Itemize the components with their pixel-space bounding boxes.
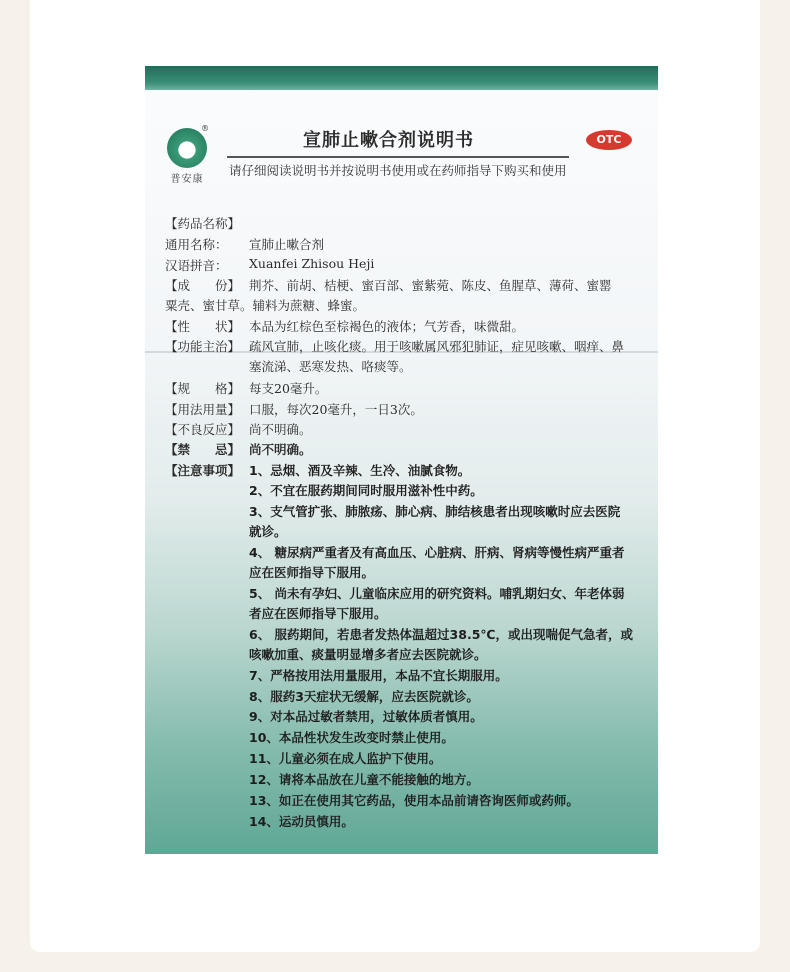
note-item: 3、支气管扩张、肺脓疡、肺心病、肺结核患者出现咳嗽时应去医院 [249,504,621,519]
note-item: 1、忌烟、酒及辛辣、生冷、油腻食物。 [249,463,471,478]
appearance-label: 【性 状】 [165,319,241,334]
note-item: 14、运动员慎用。 [249,814,354,829]
logo-emblem-icon [167,124,209,168]
instruction-leaflet [145,66,658,854]
usage-value: 口服，每次20毫升，一日3次。 [249,402,423,417]
top-band [145,66,658,90]
document-subtitle: 请仔细阅读说明书并按说明书使用或在药师指导下购买和使用 [229,163,567,178]
ingredients-line-2: 粟壳、蜜甘草。辅料为蔗糖、蜂蜜。 [165,298,366,313]
adverse-label: 【不良反应】 [165,422,241,437]
generic-name-label: 通用名称： [165,237,228,252]
indication-line-2: 塞流涕、恶寒发热、咯痰等。 [249,359,412,374]
note-item: 8、服药3天症状无缓解，应去医院就诊。 [249,689,479,704]
note-item: 10、本品性状发生改变时禁止使用。 [249,730,454,745]
title-underline [227,156,569,158]
otc-badge: OTC [586,130,632,150]
generic-name-value: 宣肺止嗽合剂 [249,237,325,252]
indication-label: 【功能主治】 [165,339,241,354]
registered-mark: ® [201,124,209,133]
pinyin-label: 汉语拼音： [165,258,228,273]
note-item: 者应在医师指导下服用。 [249,606,387,621]
note-item: 6、 服药期间，若患者发热体温超过38.5℃，或出现喘促气急者，或 [249,627,634,642]
indication-line-1: 疏风宣肺，止咳化痰。用于咳嗽属风邪犯肺证，症见咳嗽、咽痒、鼻 [249,339,625,354]
appearance-value: 本品为红棕色至棕褐色的液体；气芳香，味微甜。 [249,319,525,334]
contraindication-value: 尚不明确。 [249,442,312,457]
adverse-value: 尚不明确。 [249,422,312,437]
brand-logo [163,124,211,186]
pinyin-value: Xuanfei Zhisou Heji [249,256,375,271]
note-item: 12、请将本品放在儿童不能接触的地方。 [249,772,479,787]
note-item: 咳嗽加重、痰量明显增多者应去医院就诊。 [249,647,487,662]
ingredients-line-1: 荆芥、前胡、桔梗、蜜百部、蜜紫菀、陈皮、鱼腥草、薄荷、蜜罂 [249,278,612,293]
notes-label: 【注意事项】 [165,463,241,478]
usage-label: 【用法用量】 [165,402,241,417]
brand-name: 普安康 [170,174,204,185]
document-title: 宣肺止嗽合剂说明书 [303,130,474,151]
note-item: 就诊。 [249,524,287,539]
note-item: 应在医师指导下服用。 [249,565,375,580]
note-item: 5、 尚未有孕妇、儿童临床应用的研究资料。哺乳期妇女、年老体弱 [249,586,625,601]
note-item: 7、严格按用法用量服用，本品不宜长期服用。 [249,668,508,683]
note-item: 13、如正在使用其它药品，使用本品前请咨询医师或药师。 [249,793,579,808]
note-item: 11、儿童必须在成人监护下使用。 [249,751,442,766]
drug-name-label: 【药品名称】 [165,216,241,231]
note-item: 4、 糖尿病严重者及有高血压、心脏病、肝病、肾病等慢性病严重者 [249,545,625,560]
contraindication-label: 【禁 忌】 [165,442,241,457]
spec-value: 每支20毫升。 [249,381,328,396]
note-item: 9、对本品过敏者禁用，过敏体质者慎用。 [249,709,483,724]
ingredients-label: 【成 份】 [165,278,241,293]
note-item: 2、不宜在服药期间同时服用滋补性中药。 [249,483,483,498]
spec-label: 【规 格】 [165,381,241,396]
